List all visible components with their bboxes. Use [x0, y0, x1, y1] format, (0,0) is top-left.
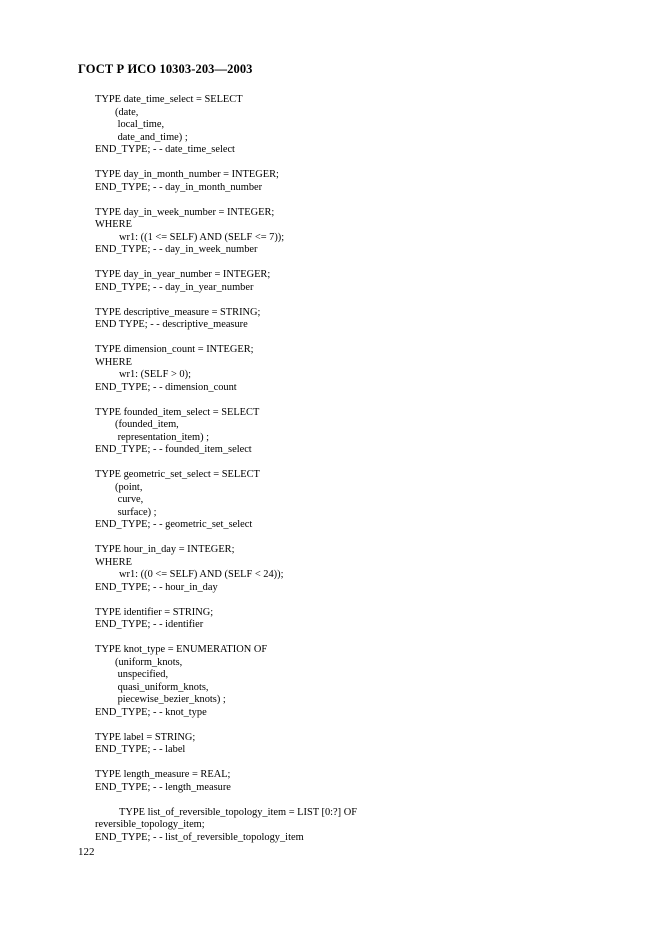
- blank-line: [95, 194, 357, 207]
- blank-line: [95, 294, 357, 307]
- code-line: surface) ;: [115, 506, 157, 518]
- code-line: TYPE day_in_week_number = INTEGER;: [95, 206, 275, 218]
- code-line: TYPE hour_in_day = INTEGER;: [95, 544, 235, 555]
- blank-line: [95, 594, 357, 607]
- code-line: END_TYPE; - - dimension_count: [95, 381, 237, 393]
- code-line: (founded_item,: [115, 419, 179, 430]
- code-line: TYPE label = STRING;: [95, 731, 196, 743]
- code-line: TYPE dimension_count = INTEGER;: [95, 344, 254, 355]
- code-line: wr1: ((0 <= SELF) AND (SELF < 24));: [119, 569, 284, 580]
- code-line: TYPE date_time_select = SELECT: [95, 94, 243, 105]
- page-number: 122: [78, 846, 95, 858]
- code-line: END_TYPE; - - day_in_month_number: [95, 181, 263, 193]
- code-line: WHERE: [95, 356, 132, 368]
- express-code-listing: [95, 94, 357, 844]
- code-line: END_TYPE; - - list_of_reversible_topology_item: [95, 831, 304, 843]
- code-line: END_TYPE; - - day_in_week_number: [95, 244, 258, 255]
- code-line: END_TYPE; - - label: [95, 744, 186, 755]
- code-line: date_and_time) ;: [115, 131, 188, 143]
- code-line: WHERE: [95, 219, 132, 230]
- blank-line: [95, 719, 357, 732]
- code-line: piecewise_bezier_knots) ;: [115, 694, 226, 705]
- code-line: END_TYPE; - - day_in_year_number: [95, 281, 254, 293]
- code-line: reversible_topology_item;: [95, 819, 205, 830]
- code-line: END_TYPE; - - hour_in_day: [95, 581, 218, 593]
- blank-line: [95, 157, 357, 170]
- code-line: (point,: [115, 481, 143, 493]
- code-line: TYPE length_measure = REAL;: [95, 769, 231, 780]
- code-line: END_TYPE; - - length_measure: [95, 781, 231, 793]
- code-line: (date,: [115, 106, 139, 118]
- page-header-standard-number: ГОСТ Р ИСО 10303-203—2003: [78, 62, 253, 76]
- blank-line: [95, 394, 357, 407]
- blank-line: [95, 757, 357, 770]
- code-line: quasi_uniform_knots,: [115, 681, 209, 693]
- code-line: WHERE: [95, 556, 132, 568]
- code-line: END_TYPE; - - geometric_set_select: [95, 519, 253, 530]
- code-line: TYPE list_of_reversible_topology_item = LIST [0:?] OF: [119, 806, 357, 818]
- code-line: TYPE descriptive_measure = STRING;: [95, 306, 261, 318]
- code-line: TYPE day_in_year_number = INTEGER;: [95, 269, 271, 280]
- code-line: curve,: [115, 494, 144, 505]
- blank-line: [95, 332, 357, 345]
- code-line: END_TYPE; - - founded_item_select: [95, 444, 252, 455]
- code-line: representation_item) ;: [115, 431, 210, 443]
- code-line: wr1: ((1 <= SELF) AND (SELF <= 7));: [119, 231, 285, 243]
- code-line: TYPE day_in_month_number = INTEGER;: [95, 169, 279, 180]
- code-line: wr1: (SELF > 0);: [119, 369, 191, 380]
- code-line: END_TYPE; - - date_time_select: [95, 144, 235, 155]
- code-line: TYPE identifier = STRING;: [95, 606, 214, 618]
- code-line: TYPE geometric_set_select = SELECT: [95, 469, 260, 480]
- code-line: TYPE knot_type = ENUMERATION OF: [95, 644, 268, 655]
- code-line: END_TYPE; - - identifier: [95, 619, 204, 630]
- code-line: unspecified,: [115, 669, 169, 680]
- code-line: (uniform_knots,: [115, 656, 183, 668]
- code-line: local_time,: [115, 119, 165, 130]
- blank-line: [95, 794, 357, 807]
- code-line: END_TYPE; - - knot_type: [95, 706, 207, 718]
- blank-line: [95, 457, 357, 470]
- code-line: END TYPE; - - descriptive_measure: [95, 319, 248, 330]
- code-line: TYPE founded_item_select = SELECT: [95, 406, 260, 418]
- blank-line: [95, 532, 357, 545]
- blank-line: [95, 257, 357, 270]
- blank-line: [95, 632, 357, 645]
